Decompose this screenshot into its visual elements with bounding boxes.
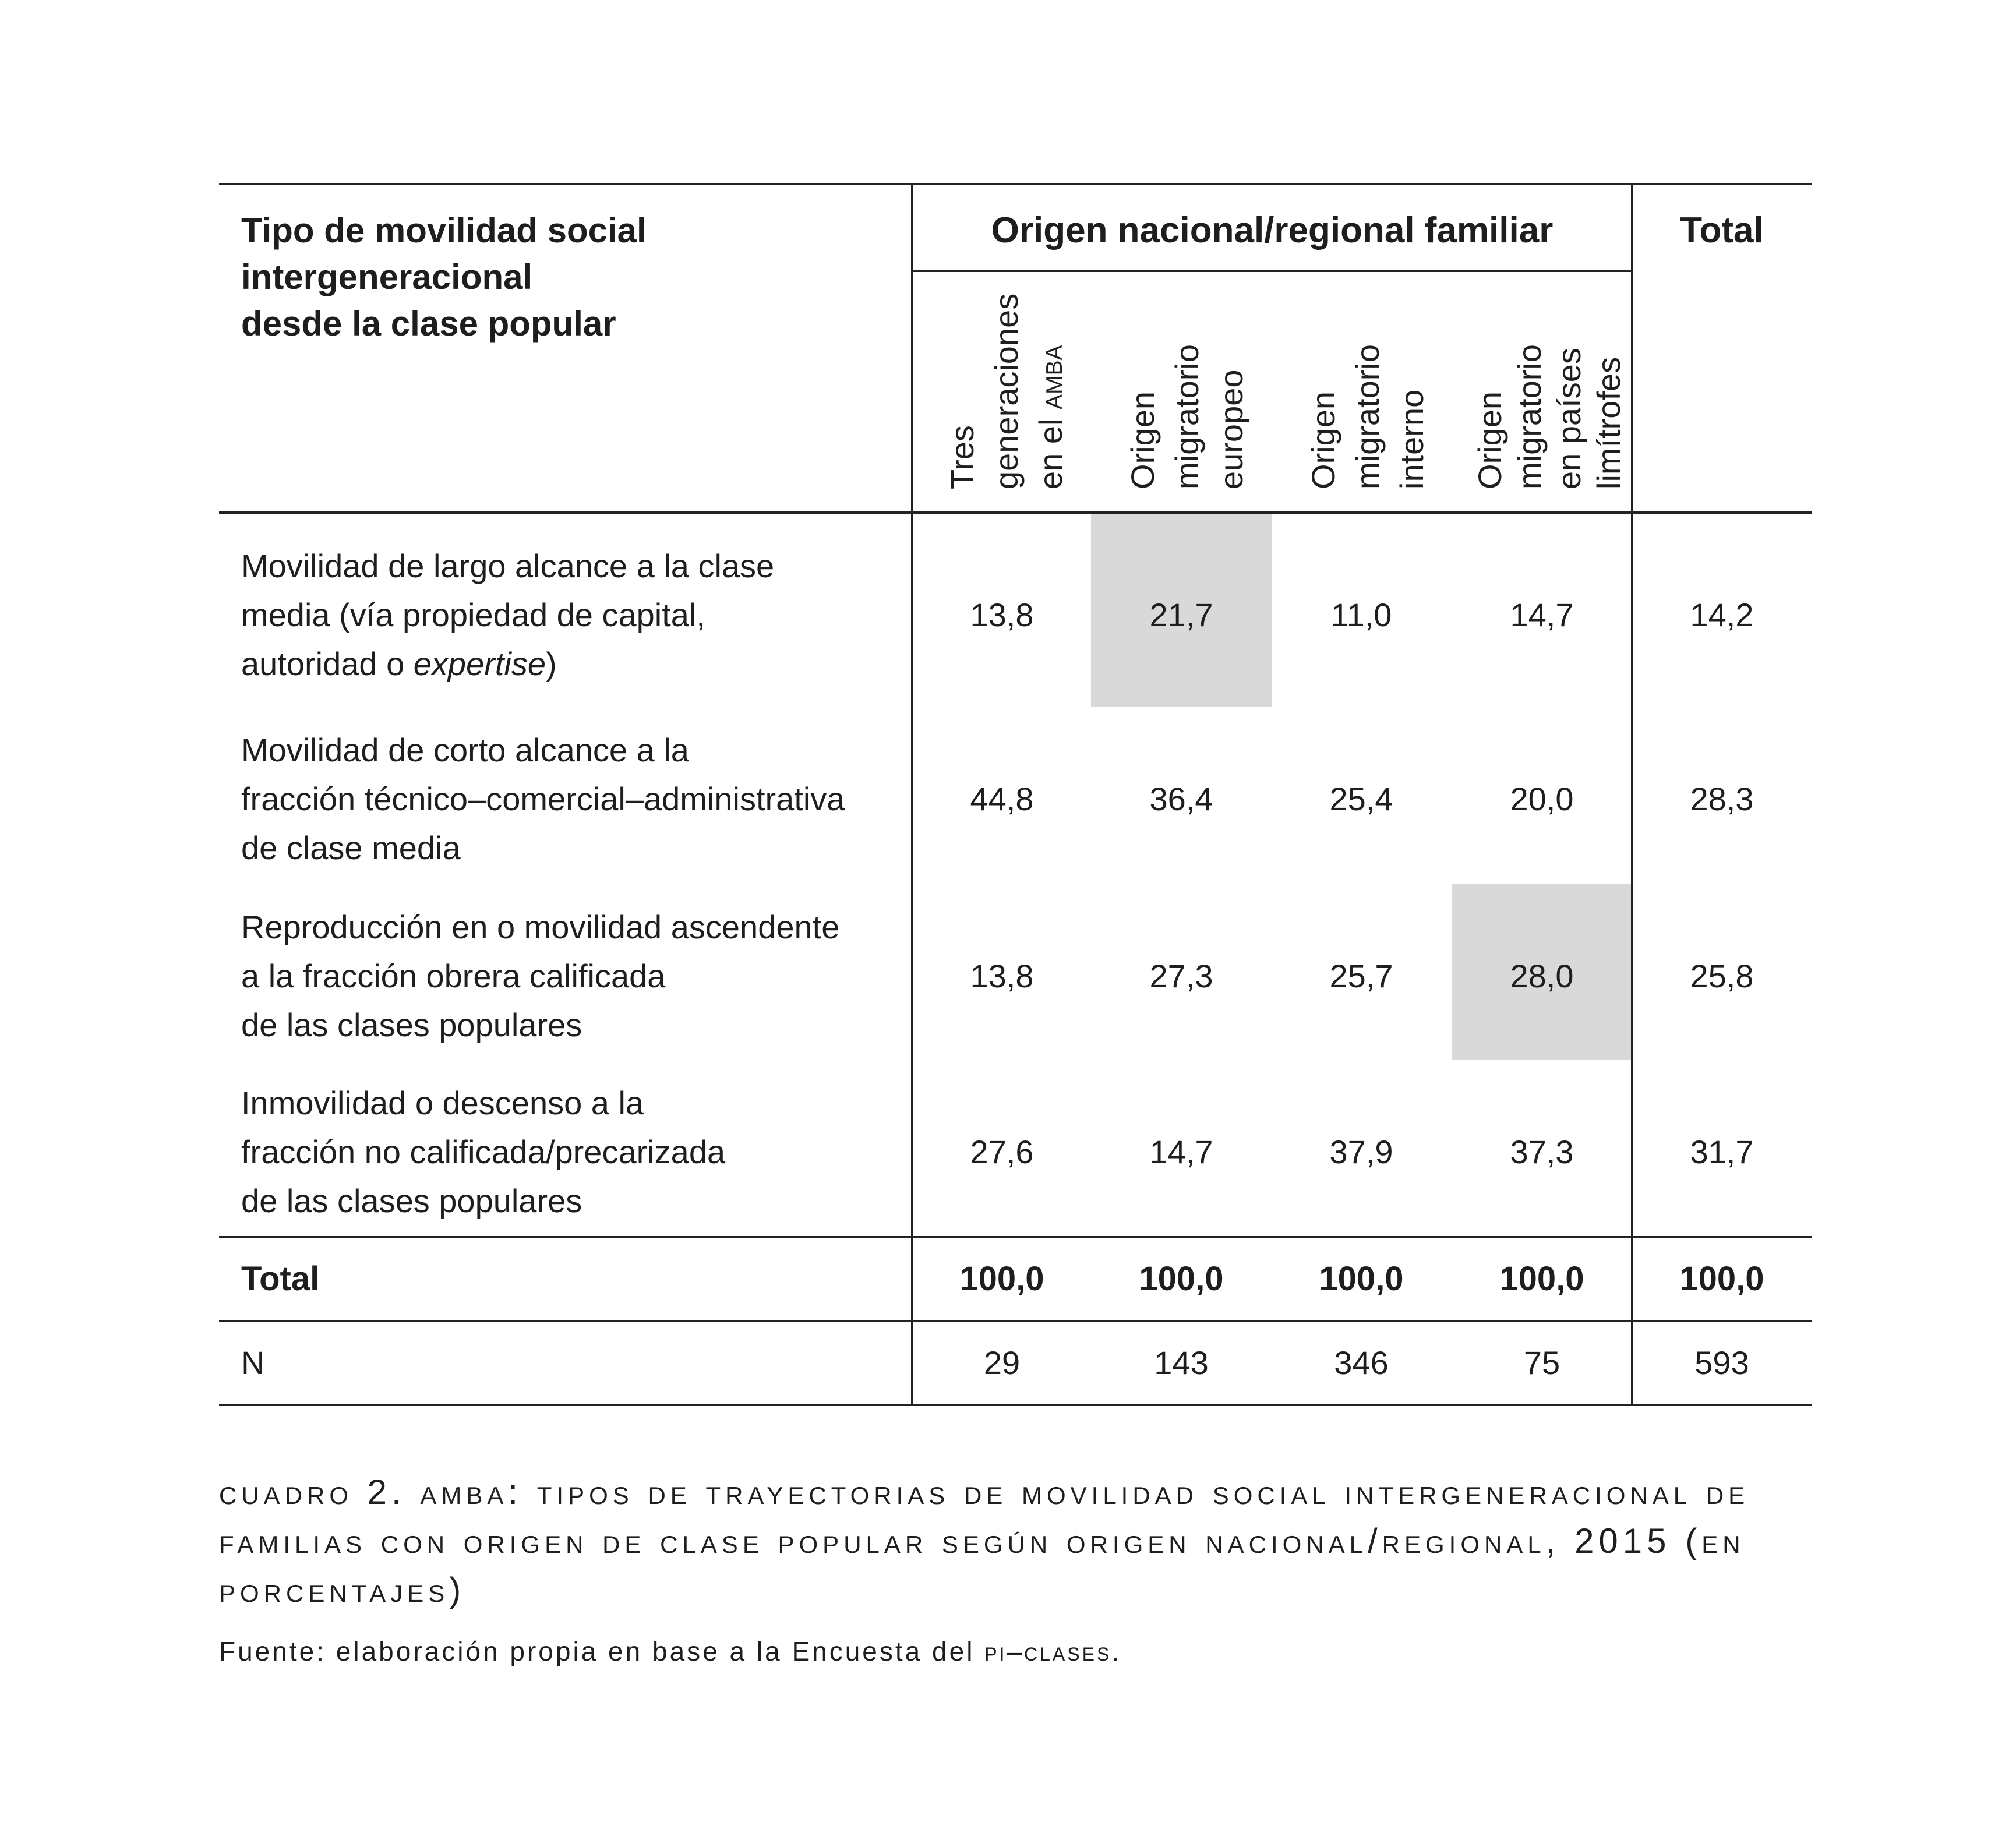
row1-label-line3: autoridad o expertise)	[241, 645, 557, 682]
cell-r4-c2: 14,7	[1149, 1134, 1213, 1170]
total-c4: 100,0	[1499, 1260, 1584, 1298]
total-row-label: Total	[241, 1260, 320, 1298]
cell-r4-c3: 37,9	[1329, 1134, 1393, 1170]
col2-line3: europeo	[1213, 369, 1249, 489]
cell-r3-c4: 28,0	[1510, 958, 1574, 994]
row1-label-line2: media (vía propiedad de capital,	[241, 596, 705, 633]
n-c4: 75	[1523, 1344, 1560, 1381]
cell-r2-c3: 25,4	[1329, 781, 1393, 817]
cell-r3-c1: 13,8	[970, 958, 1034, 994]
n-c1: 29	[983, 1344, 1021, 1381]
total-top-rule	[219, 1236, 1812, 1238]
row-header-title-line1: Tipo de movilidad social	[241, 211, 647, 250]
cell-r1-c3: 11,0	[1330, 596, 1392, 633]
col3-line2: migratorio	[1349, 344, 1386, 489]
row3-label-line3: de las clases populares	[241, 1007, 582, 1043]
cell-r3-total: 25,8	[1690, 958, 1754, 994]
n-total: 593	[1694, 1344, 1749, 1381]
total-column-header: Total	[1680, 210, 1764, 250]
source-note: Fuente: elaboración propia en base a la Encuesta del pi–clases.	[219, 1636, 1122, 1666]
row4-label-line2: fracción no calificada/precarizada	[241, 1134, 726, 1170]
n-top-rule	[219, 1320, 1812, 1322]
table-bottom-rule	[219, 1404, 1812, 1406]
group-header: Origen nacional/regional familiar	[991, 210, 1554, 250]
cell-r4-c1: 27,6	[970, 1134, 1034, 1170]
col1-line2: generaciones	[988, 293, 1025, 489]
col2-line1: Origen	[1124, 391, 1161, 489]
cell-r1-c2: 21,7	[1149, 596, 1213, 633]
cell-r2-c1: 44,8	[970, 781, 1034, 817]
total-c1: 100,0	[959, 1260, 1044, 1298]
header-bottom-rule	[219, 511, 1812, 514]
caption-label: cuadro 2.	[219, 1473, 406, 1512]
row-header-title-line3: desde la clase popular	[241, 304, 616, 343]
row3-label-line1: Reproducción en o movilidad ascendente	[241, 909, 840, 945]
col1-line1: Tres	[944, 425, 980, 489]
col3-line1: Origen	[1305, 391, 1341, 489]
row2-label-line2: fracción técnico–comercial–administrativa	[241, 781, 845, 817]
col4-line1: Origen	[1471, 391, 1508, 489]
cell-r1-c4: 14,7	[1510, 596, 1574, 633]
col3-line3: interno	[1393, 389, 1430, 489]
row2-label-line3: de clase media	[241, 829, 461, 866]
row-header-title-line2: intergeneracional	[241, 257, 533, 296]
row4-label-line3: de las clases populares	[241, 1182, 582, 1219]
cell-r2-total: 28,3	[1690, 781, 1754, 817]
cell-r2-c2: 36,4	[1149, 781, 1213, 817]
row4-label-line1: Inmovilidad o descenso a la	[241, 1085, 644, 1121]
col4-line4: limítrofes	[1590, 356, 1627, 489]
total-c2: 100,0	[1139, 1260, 1224, 1298]
cell-r1-total: 14,2	[1690, 596, 1754, 633]
cell-r2-c4: 20,0	[1510, 781, 1574, 817]
row2-label-line1: Movilidad de corto alcance a la	[241, 732, 689, 768]
cell-r4-total: 31,7	[1690, 1134, 1754, 1170]
cell-r4-c4: 37,3	[1510, 1134, 1574, 1170]
total-c3: 100,0	[1319, 1260, 1404, 1298]
col4-line2: migratorio	[1511, 344, 1548, 489]
n-c2: 143	[1154, 1344, 1209, 1381]
col1-line3: en el amba	[1032, 345, 1069, 489]
table-caption	[219, 1468, 1815, 1615]
row1-label-line1: Movilidad de largo alcance a la clase	[241, 548, 775, 584]
caption-text: amba: tipos de trayectorias de movilidad social intergeneracional de familias con origen de clase popular según origen nacional/regional, 2015 (en porcentajes)	[219, 1473, 1750, 1609]
group-header-rule	[912, 270, 1632, 272]
cell-r1-c1: 13,8	[970, 596, 1034, 633]
n-row-label: N	[241, 1344, 265, 1381]
col2-line2: migratorio	[1168, 344, 1205, 489]
row3-label-line2: a la fracción obrera calificada	[241, 958, 666, 994]
cell-r3-c2: 27,3	[1149, 958, 1213, 994]
cell-r3-c3: 25,7	[1329, 958, 1393, 994]
n-c3: 346	[1334, 1344, 1389, 1381]
table-top-rule	[219, 183, 1812, 185]
col4-line3: en países	[1551, 348, 1587, 489]
total-total: 100,0	[1679, 1260, 1764, 1298]
